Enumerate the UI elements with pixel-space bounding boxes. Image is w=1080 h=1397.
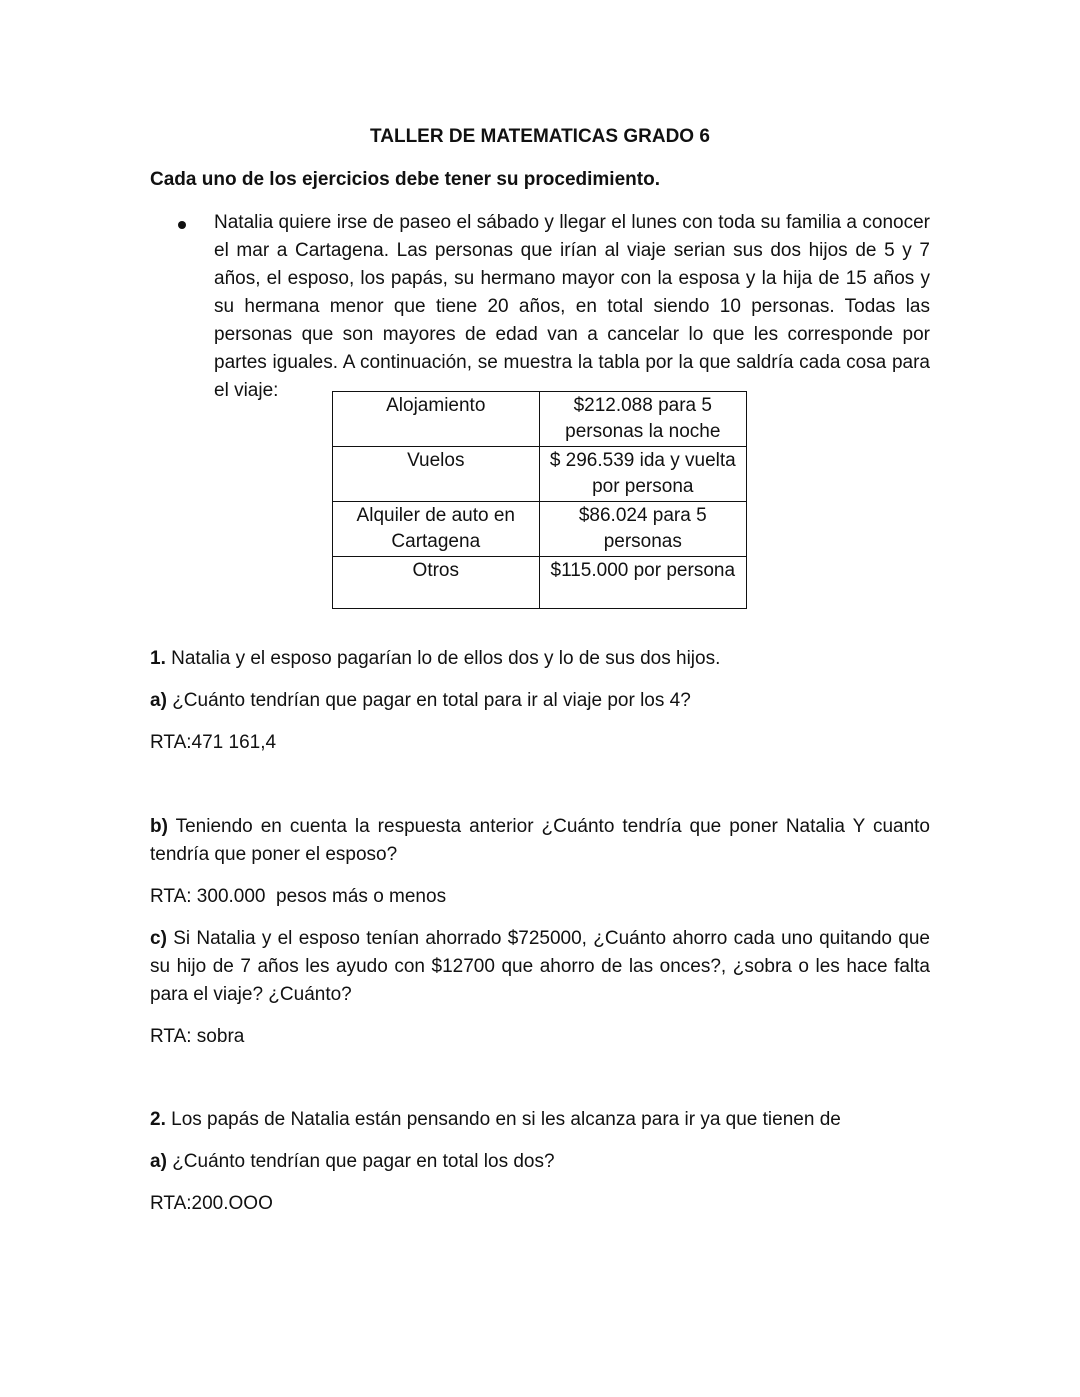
answer-1b: RTA: 300.000 pesos más o menos [150, 886, 447, 907]
question-1b [150, 813, 930, 869]
question-text: ¿Cuánto tendrían que pagar en total los dos? [172, 1151, 555, 1172]
question-1a [150, 687, 691, 715]
answer-1a: RTA:471 161,4 [150, 732, 277, 753]
table-cell-price: $212.088 para 5 personas la noche [539, 392, 746, 447]
table-cell-price: $115.000 por persona [539, 557, 746, 609]
answer-1c: RTA: sobra [150, 1026, 245, 1047]
question-2 [150, 1106, 841, 1134]
question-text: Teniendo en cuenta la respuesta anterior ¿Cuánto tendría que poner Natalia Y cuanto tendría que poner el esposo? [150, 816, 931, 865]
table-cell-price: $86.024 para 5 personas [539, 502, 746, 557]
question-label: a) [150, 1151, 167, 1172]
bullet-icon [178, 221, 186, 229]
table-row [333, 447, 747, 502]
table-row [333, 502, 747, 557]
table-row [333, 392, 747, 447]
intro-paragraph: Natalia quiere irse de paseo el sábado y llegar el lunes con toda su familia a conocer el mar a Cartagena. Las personas que irían al viaje serian sus dos hijos de 5 y 7 años, el esposo, los papás, su hermano mayor con la esposa y la hija de 15 años y su hermana menor que tiene 20 años, en total siendo 10 personas. Todas las personas que son mayores de edad van a cancelar lo que les corresponde por partes iguales. A continuación, se muestra la tabla por la que saldría cada cosa para el viaje: [214, 212, 930, 401]
question-1 [150, 645, 720, 673]
question-text: Si Natalia y el esposo tenían ahorrado $725000, ¿Cuánto ahorro cada uno quitando que su hijo de 7 años les ayudo con $12700 que ahorro de las onces?, ¿sobra o les hace falta para el viaje? ¿Cuánto? [150, 928, 930, 1005]
question-number: 2. [150, 1109, 166, 1130]
question-label: b) [150, 816, 168, 837]
question-1c [150, 925, 930, 1009]
question-2a [150, 1148, 555, 1176]
table-row [333, 557, 747, 609]
table-cell-item: Alojamiento [333, 392, 540, 447]
cost-table [332, 391, 747, 609]
instruction-text: Cada uno de los ejercicios debe tener su procedimiento. [150, 169, 660, 190]
question-text: Natalia y el esposo pagarían lo de ellos dos y lo de sus dos hijos. [171, 648, 721, 669]
question-text: Los papás de Natalia están pensando en si les alcanza para ir ya que tienen de [171, 1109, 841, 1130]
page-title: TALLER DE MATEMATICAS GRADO 6 [370, 126, 710, 147]
table-cell-item: Alquiler de auto en Cartagena [333, 502, 540, 557]
table-cell-item: Otros [333, 557, 540, 609]
table-cell-item: Vuelos [333, 447, 540, 502]
question-number: 1. [150, 648, 166, 669]
table-cell-price: $ 296.539 ida y vuelta por persona [539, 447, 746, 502]
answer-2a: RTA:200.OOO [150, 1193, 273, 1214]
question-text: ¿Cuánto tendrían que pagar en total para ir al viaje por los 4? [172, 690, 691, 711]
question-label: c) [150, 928, 167, 949]
question-label: a) [150, 690, 167, 711]
